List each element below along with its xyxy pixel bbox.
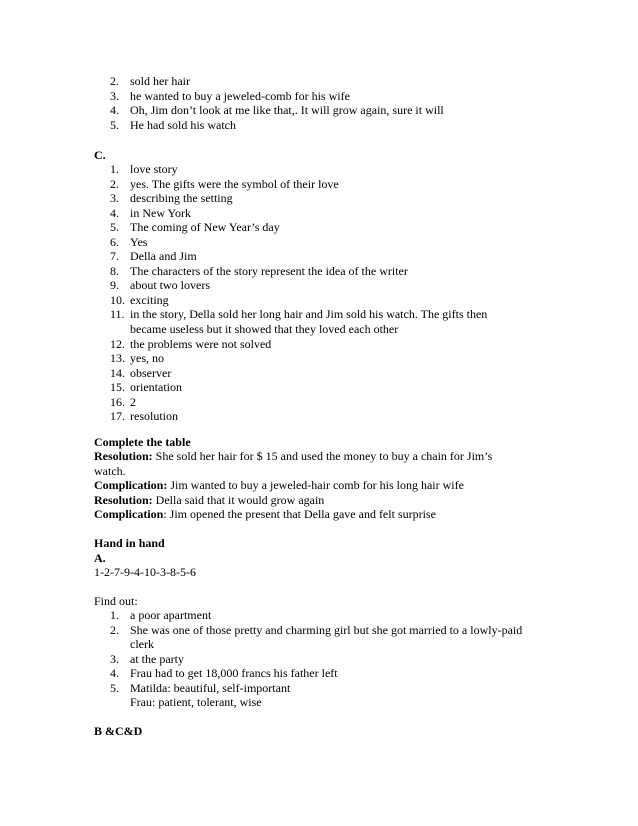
list-item: 11. in the story, Della sold her long hair and Jim sold his watch. The gifts then became useless but it showed that they loved each other (110, 307, 488, 337)
hand-in-hand-sub: A. (94, 551, 106, 565)
list-item: 4. in New York (110, 205, 192, 220)
list-item: 12. the problems were not solved (110, 336, 272, 351)
list-item: 4. Frau had to get 18,000 francs his father left (110, 666, 338, 681)
list-item: 4. Oh, Jim don’t look at me like that,. It will grow again, sure it will (110, 103, 444, 118)
list-item: 2. sold her hair (110, 74, 190, 88)
table-row-complication-1: Complication: Jim wanted to buy a jeweled-hair comb for his long hair wife (94, 478, 464, 492)
list-item-continuation: Frau: patient, tolerant, wise (130, 695, 262, 710)
list-item: 5. Matilda: beautiful, self-important (110, 680, 291, 695)
list-item: 2. She was one of those pretty and charming girl but she got married to a lowly-paid clerk (110, 622, 523, 652)
section-bcd-heading: B &C&D (94, 724, 143, 738)
list-item: 15. orientation (110, 380, 182, 395)
answer-list-top (94, 74, 610, 132)
list-item: 3. describing the setting (110, 191, 233, 206)
list-item: 13. yes, no (110, 351, 164, 366)
list-item: 3. at the party (110, 651, 184, 666)
section-c-heading: C. (94, 148, 106, 162)
section-c-list (94, 162, 610, 424)
list-item: 17. resolution (110, 409, 178, 424)
list-item: 5. He had sold his watch (110, 117, 236, 132)
list-item: 3. he wanted to buy a jeweled-comb for his wife (110, 88, 350, 103)
list-item: 1. love story (110, 162, 178, 176)
list-item: 7. Della and Jim (110, 249, 197, 264)
table-section-heading: Complete the table (94, 435, 191, 449)
list-item: 14. observer (110, 365, 172, 380)
hand-in-hand-heading: Hand in hand (94, 536, 165, 550)
table-row-resolution-1: Resolution: She sold her hair for $ 15 and used the money to buy a chain for Jim’s watch. (94, 449, 493, 478)
table-row-complication-2: Complication: Jim opened the present that Della gave and felt surprise (94, 507, 436, 521)
list-item: 6. Yes (110, 234, 148, 249)
list-item: 1. a poor apartment (110, 608, 212, 622)
table-row-resolution-2: Resolution: Della said that it would grow again (94, 493, 325, 507)
sequence-answer: 1-2-7-9-4-10-3-8-5-6 (94, 565, 196, 579)
find-out-list (94, 608, 610, 710)
list-item: 2. yes. The gifts were the symbol of their love (110, 176, 339, 191)
list-item: 10. exciting (110, 292, 169, 307)
list-item: 16. 2 (110, 394, 136, 409)
list-item: 5. The coming of New Year’s day (110, 220, 280, 235)
list-item: 8. The characters of the story represent the idea of the writer (110, 263, 408, 278)
list-item: 9. about two lovers (110, 278, 210, 293)
find-out-label: Find out: (94, 594, 138, 608)
